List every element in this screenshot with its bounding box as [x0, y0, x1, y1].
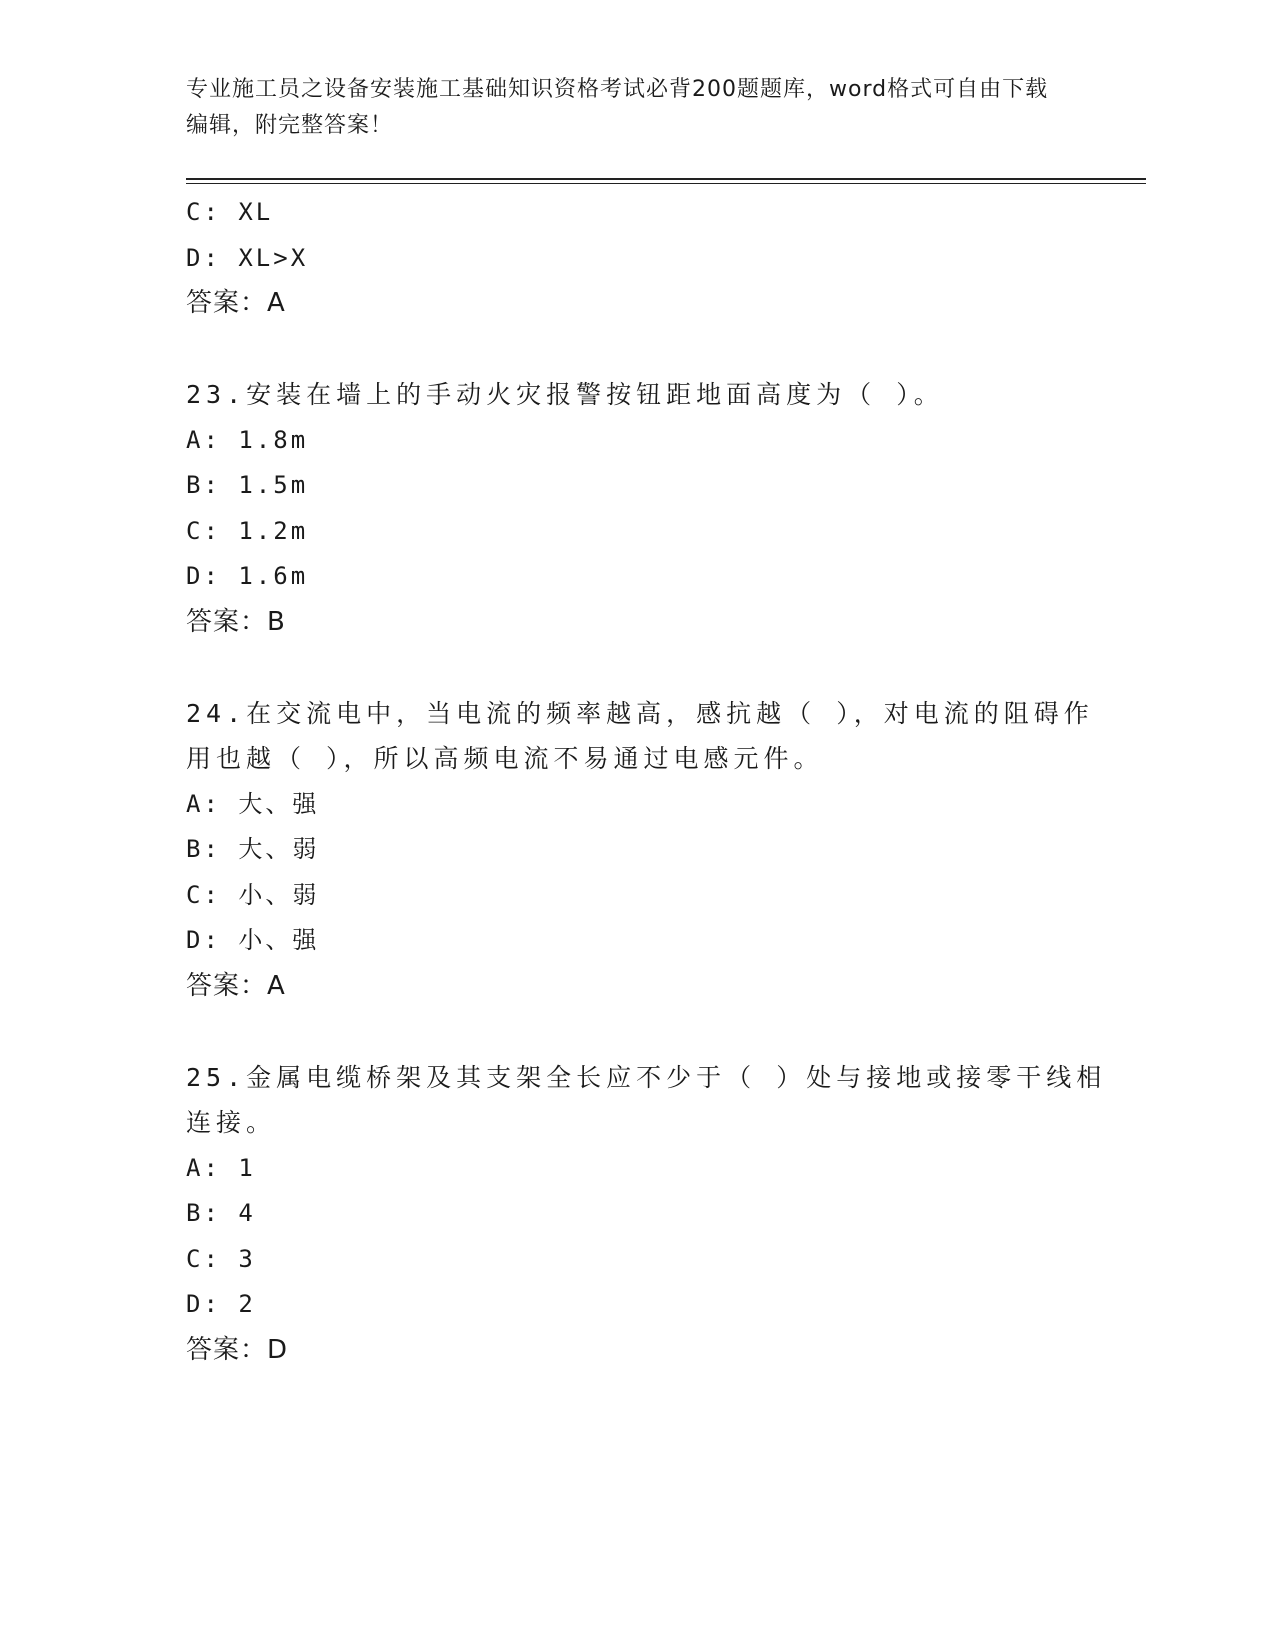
document-header: 专业施工员之设备安装施工基础知识资格考试必背200题题库，word格式可自由下载编辑，附完整答案！ — [186, 77, 1049, 138]
option-a: A: 1 — [186, 1153, 256, 1182]
header-rule-top — [186, 178, 1146, 180]
option-a: A: 大、强 — [186, 789, 320, 818]
option-c: C: XL — [186, 198, 274, 226]
spacer — [186, 327, 1086, 373]
option-c: C: 3 — [186, 1244, 256, 1273]
question-stem-line-1: 25.金属电缆桥架及其支架全长应不少于（ ）处与接地或接零干线相 — [186, 1062, 1107, 1092]
spacer — [186, 645, 1086, 691]
answer: 答案：A — [186, 288, 286, 318]
question-23 — [186, 372, 1086, 645]
partial-question — [186, 190, 1086, 327]
option-c: C: 1.2m — [186, 516, 309, 545]
answer: 答案：D — [186, 1334, 289, 1365]
option-d: D: 小、强 — [186, 926, 320, 954]
question-stem: 23.安装在墙上的手动火灾报警按钮距地面高度为（ ）。 — [186, 380, 944, 409]
question-stem-line-2: 用也越（ ），所以高频电流不易通过电感元件。 — [186, 744, 824, 773]
spacer — [186, 1009, 1086, 1055]
option-b: B: 大、弱 — [186, 835, 320, 863]
option-d: D: XL>X — [186, 243, 309, 272]
answer: 答案：B — [186, 606, 286, 637]
question-stem-line-1: 24.在交流电中，当电流的频率越高，感抗越（ ），对电流的阻碍作 — [186, 698, 1094, 728]
option-d: D: 1.6m — [186, 562, 309, 590]
option-b: B: 4 — [186, 1199, 256, 1227]
question-list — [186, 190, 1107, 1373]
option-a: A: 1.8m — [186, 425, 309, 454]
option-c: C: 小、弱 — [186, 880, 320, 909]
header-rule-bottom — [186, 183, 1146, 184]
option-b: B: 1.5m — [186, 471, 309, 499]
question-24 — [186, 691, 1094, 1010]
answer: 答案：A — [186, 970, 286, 1001]
option-d: D: 2 — [186, 1290, 256, 1318]
question-stem-line-2: 连接。 — [186, 1108, 277, 1137]
question-25 — [186, 1055, 1107, 1374]
